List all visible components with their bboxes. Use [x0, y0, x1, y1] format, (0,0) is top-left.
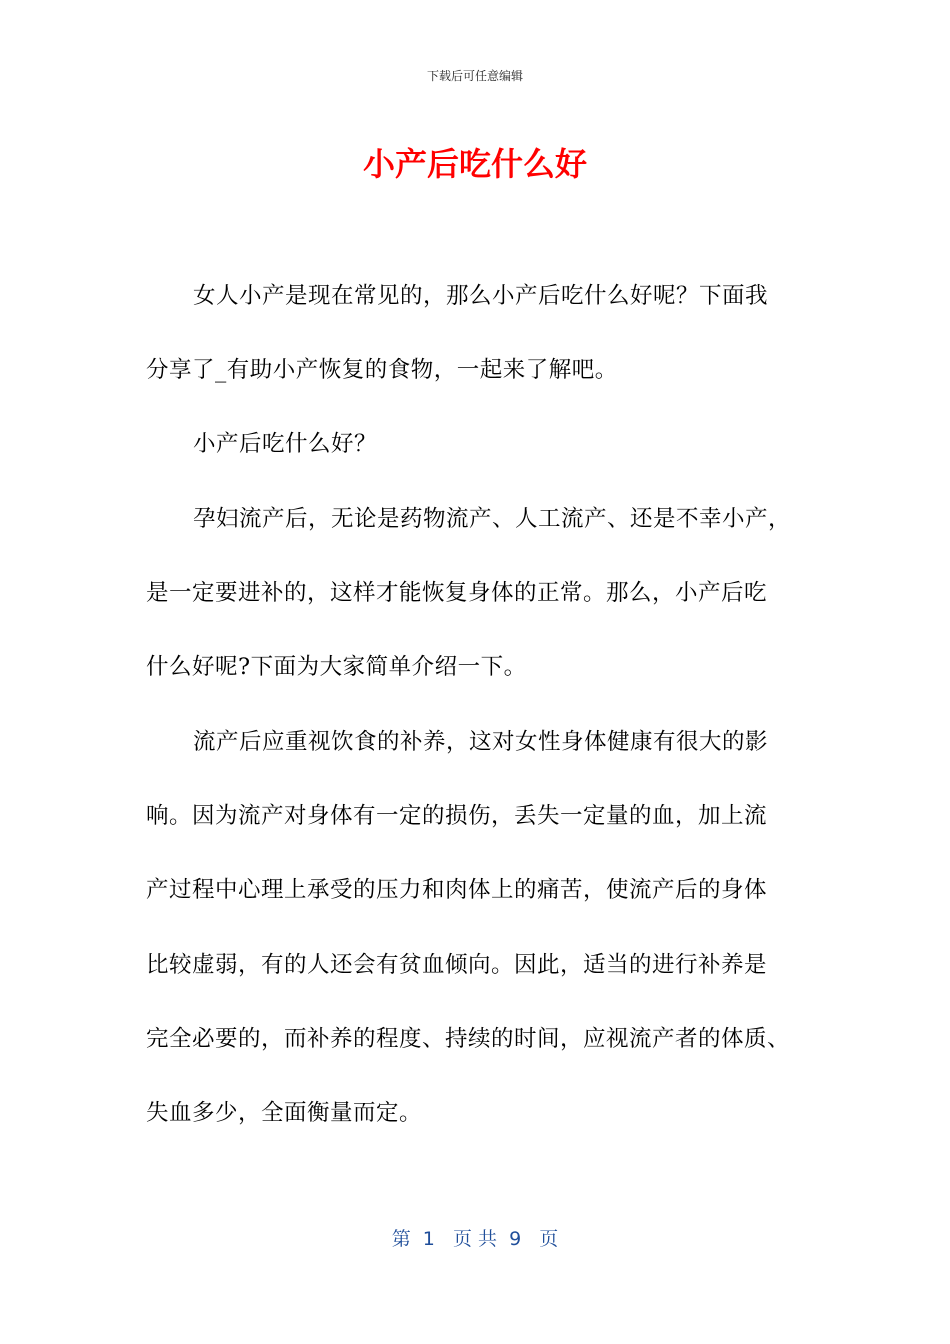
body-line: 分享了_有助小产恢复的食物，一起来了解吧。 — [146, 357, 618, 383]
page-number: 第 1 页 共 9 页 — [391, 1228, 559, 1250]
body-line: 什么好呢?下面为大家简单介绍一下。 — [146, 654, 527, 680]
body-line: 完全必要的，而补养的程度、持续的时间，应视流产者的体质、 — [146, 1026, 791, 1052]
body-line: 产过程中心理上承受的压力和肉体上的痛苦，使流产后的身体 — [146, 877, 768, 903]
header-note: 下载后可任意编辑 — [426, 69, 523, 83]
body-line: 流产后应重视饮食的补养，这对女性身体健康有很大的影 — [193, 729, 769, 755]
document-title: 小产后吃什么好 — [362, 145, 587, 183]
body-line: 是一定要进补的，这样才能恢复身体的正常。那么，小产后吃 — [146, 580, 768, 606]
body-line: 失血多少，全面衡量而定。 — [146, 1100, 423, 1126]
body-line: 小产后吃什么好？ — [193, 431, 378, 457]
body-line: 响。因为流产对身体有一定的损伤，丢失一定量的血，加上流 — [146, 803, 768, 829]
body-line: 孕妇流产后，无论是药物流产、人工流产、还是不幸小产， — [193, 506, 792, 532]
body-line: 女人小产是现在常见的，那么小产后吃什么好呢？下面我 — [193, 283, 769, 309]
body-line: 比较虚弱，有的人还会有贫血倾向。因此，适当的进行补养是 — [146, 952, 768, 978]
